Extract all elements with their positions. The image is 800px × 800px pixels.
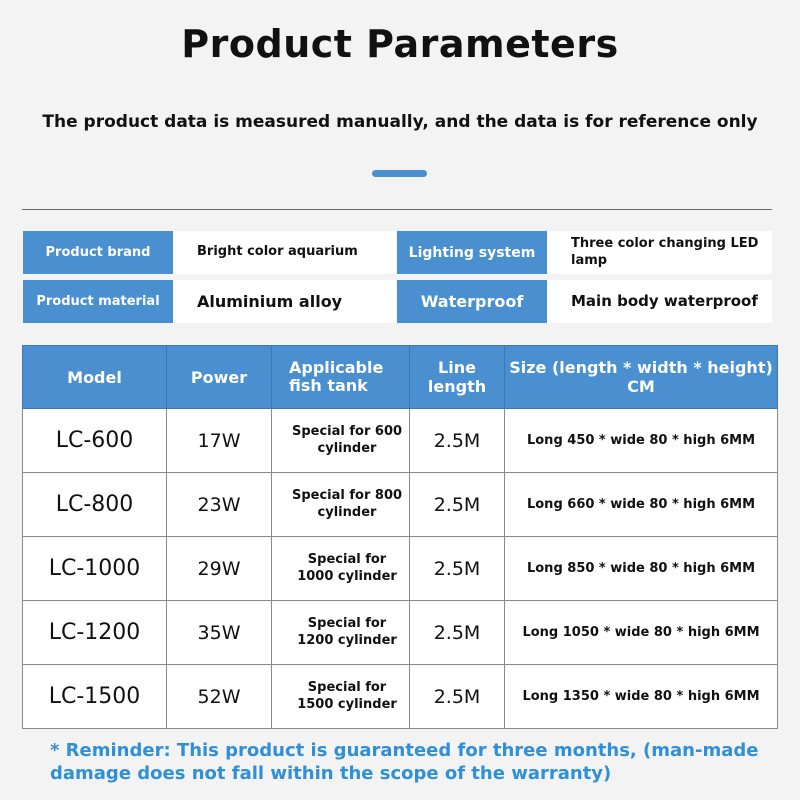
cell-size: Long 1350 * wide 80 * high 6MM (505, 665, 778, 729)
cell-line-length: 2.5M (410, 665, 505, 729)
header-model: Model (23, 346, 167, 409)
accent-bar (372, 170, 427, 177)
param-value: Bright color aquarium (173, 231, 396, 274)
cell-tank-text: Special for 1200 cylinder (297, 615, 397, 648)
cell-tank (272, 665, 410, 729)
param-product-material (23, 280, 396, 323)
table-header-row (23, 346, 778, 409)
page-title: Product Parameters (181, 22, 619, 66)
cell-tank-text: Special for 800 cylinder (291, 487, 403, 520)
cell-power: 29W (167, 537, 272, 601)
cell-size: Long 450 * wide 80 * high 6MM (505, 409, 778, 473)
cell-line-length: 2.5M (410, 409, 505, 473)
cell-line-length: 2.5M (410, 537, 505, 601)
cell-tank-text: Special for 1000 cylinder (297, 551, 397, 584)
table-row (23, 537, 778, 601)
table-row (23, 409, 778, 473)
cell-tank (272, 601, 410, 665)
cell-model: LC-1200 (23, 601, 167, 665)
header-line-length: Line length (410, 346, 505, 409)
table-row (23, 601, 778, 665)
cell-tank-text: Special for 1500 cylinder (297, 679, 397, 712)
param-value: Aluminium alloy (173, 280, 396, 323)
cell-model: LC-600 (23, 409, 167, 473)
cell-line-length: 2.5M (410, 601, 505, 665)
table-row (23, 665, 778, 729)
cell-model: LC-1500 (23, 665, 167, 729)
cell-power: 23W (167, 473, 272, 537)
header-power: Power (167, 346, 272, 409)
param-lighting-system (397, 231, 772, 274)
param-value: Three color changing LED lamp (547, 231, 772, 274)
cell-size: Long 660 * wide 80 * high 6MM (505, 473, 778, 537)
param-label: Product brand (23, 231, 173, 274)
cell-power: 35W (167, 601, 272, 665)
divider (22, 209, 772, 210)
cell-tank (272, 473, 410, 537)
param-waterproof (397, 280, 772, 323)
cell-tank-text: Special for 600 cylinder (291, 423, 403, 456)
header-size: Size (length * width * height) CM (505, 346, 778, 409)
param-label: Product material (23, 280, 173, 323)
cell-tank (272, 537, 410, 601)
header-tank-label: Applicable fish tank (289, 357, 384, 395)
spec-table (22, 345, 778, 729)
param-value: Main body waterproof (547, 280, 772, 323)
cell-model: LC-800 (23, 473, 167, 537)
header-tank (272, 346, 410, 409)
param-product-brand (23, 231, 396, 274)
param-label: Lighting system (397, 231, 547, 274)
param-label: Waterproof (397, 280, 547, 323)
cell-power: 17W (167, 409, 272, 473)
warranty-reminder: * Reminder: This product is guaranteed for three months, (man-made damage does not fall within the scope of the warranty) (50, 740, 759, 784)
cell-model: LC-1000 (23, 537, 167, 601)
cell-size: Long 850 * wide 80 * high 6MM (505, 537, 778, 601)
page-subtitle: The product data is measured manually, and the data is for reference only (42, 112, 758, 132)
table-row (23, 473, 778, 537)
cell-tank (272, 409, 410, 473)
cell-size: Long 1050 * wide 80 * high 6MM (505, 601, 778, 665)
cell-line-length: 2.5M (410, 473, 505, 537)
cell-power: 52W (167, 665, 272, 729)
